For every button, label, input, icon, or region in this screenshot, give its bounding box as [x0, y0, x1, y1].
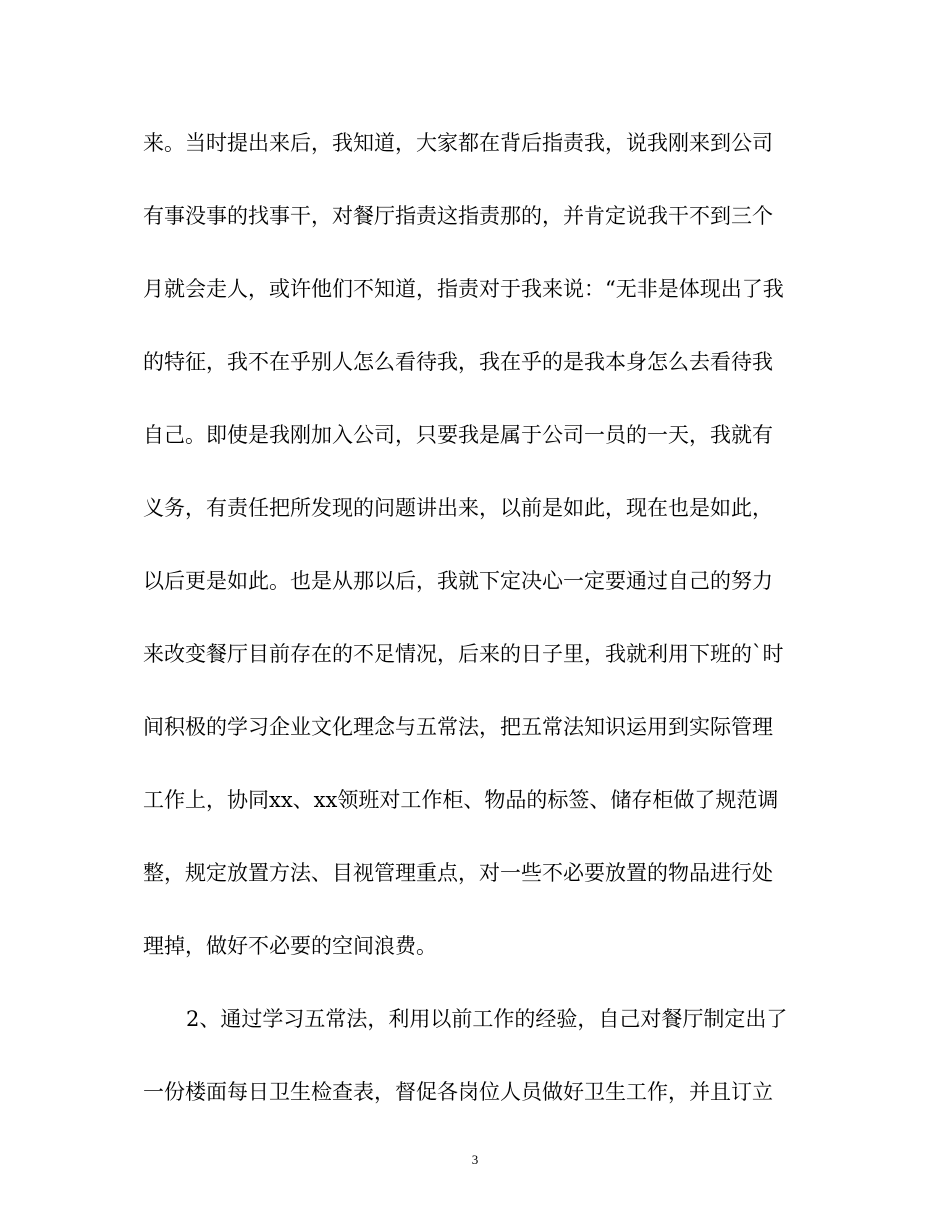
text-line: 一份楼面每日卫生检查表，督促各岗位人员做好卫生工作，并且订立 — [143, 1080, 773, 1104]
text-line: 来改变餐厅目前存在的不足情况，后来的日子里，我就利用下班的`时 — [143, 642, 784, 666]
text-line: 2、通过学习五常法，利用以前工作的经验，自己对餐厅制定出了 — [186, 1007, 788, 1031]
page-number: 3 — [471, 1152, 479, 1167]
text-line: 义务，有责任把所发现的问题讲出来，以前是如此，现在也是如此， — [143, 496, 773, 520]
text-line: 以后更是如此。也是从那以后，我就下定决心一定要通过自己的努力 — [143, 569, 773, 593]
text-line: 工作上，协同xx、xx领班对工作柜、物品的标签、储存柜做了规范调 — [143, 788, 779, 812]
text-line: 的特征，我不在乎别人怎么看待我，我在乎的是我本身怎么去看待我 — [143, 350, 773, 374]
text-line: 有事没事的找事干，对餐厅指责这指责那的，并肯定说我干不到三个 — [143, 204, 773, 228]
text-line: 自己。即使是我刚加入公司，只要我是属于公司一员的一天，我就有 — [143, 423, 773, 447]
text-line: 来。当时提出来后，我知道，大家都在背后指责我，说我刚来到公司 — [143, 131, 773, 155]
text-line: 月就会走人，或许他们不知道，指责对于我来说：“无非是体现出了我 — [143, 277, 784, 301]
text-line: 间积极的学习企业文化理念与五常法，把五常法知识运用到实际管理 — [143, 715, 773, 739]
text-line: 理掉，做好不必要的空间浪费。 — [143, 934, 437, 958]
text-line: 整，规定放置方法、目视管理重点，对一些不必要放置的物品进行处 — [143, 861, 773, 885]
